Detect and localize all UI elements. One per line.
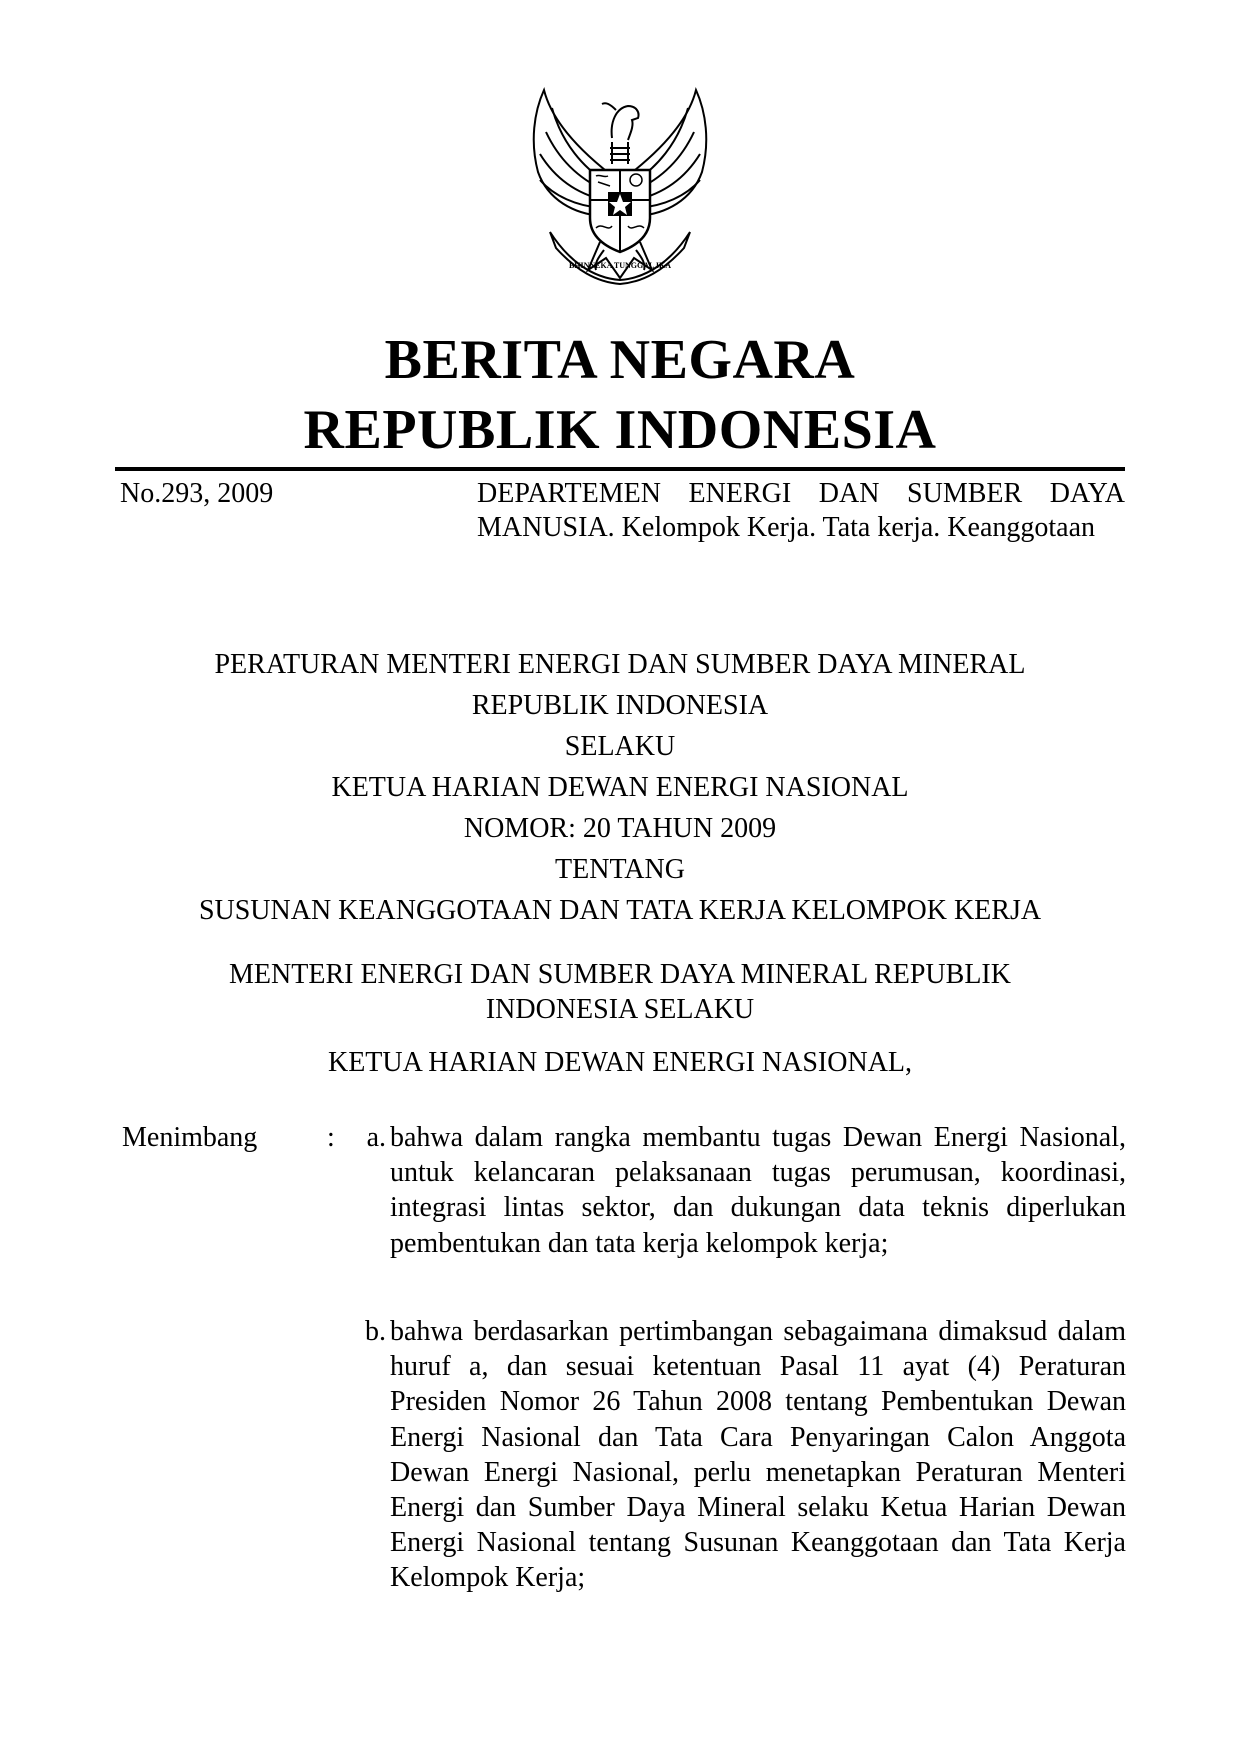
header-divider	[115, 467, 1125, 471]
masthead-title-line2: REPUBLIK INDONESIA	[303, 399, 937, 461]
masthead-title-line1: BERITA NEGARA	[384, 329, 856, 391]
regulation-title-line: PERATURAN MENTERI ENERGI DAN SUMBER DAYA MINERAL	[214, 649, 1026, 680]
emblem-motto: BHINNEKA TUNGGAL IKA	[568, 261, 672, 270]
considering-label: Menimbang	[122, 1122, 258, 1153]
considering-item-a-text: bahwa dalam rangka membantu tugas Dewan Energi Nasional, untuk kelancaran pelaksanaan tugas perumusan, koordinasi, integrasi lintas sektor, dan dukungan data teknis diperlukan pembentukan dan tata kerja kelompok kerja;	[390, 1122, 1126, 1259]
considering-item-a-letter: a.	[366, 1122, 386, 1153]
regulation-title-line: SUSUNAN KEANGGOTAAN DAN TATA KERJA KELOMPOK KERJA	[198, 895, 1042, 926]
regulation-title-line: REPUBLIK INDONESIA	[471, 690, 769, 721]
considering-item-b-letter: b.	[365, 1316, 386, 1347]
considering-item-b-text: bahwa berdasarkan pertimbangan sebagaimana dimaksud dalam huruf a, dan sesuai ketentuan Pasal 11 ayat (4) Peraturan Presiden Nomor 26 Tahun 2008 tentang Pembentukan Dewan Energi Nasional dan Tata Cara Penyaringan Calon Anggota Dewan Energi Nasional, perlu menetapkan Peraturan Menteri Energi dan Sumber Daya Mineral selaku Ketua Harian Dewan Energi Nasional tentang Susunan Keanggotaan dan Tata Kerja Kelompok Kerja;	[390, 1316, 1126, 1594]
minister-heading-line: INDONESIA SELAKU	[485, 994, 755, 1025]
document-number: No.293, 2009	[120, 478, 274, 509]
considering-colon: :	[327, 1122, 335, 1153]
regulation-title-line: SELAKU	[564, 731, 676, 762]
regulation-title-line: KETUA HARIAN DEWAN ENERGI NASIONAL	[331, 772, 909, 803]
document-subject: DEPARTEMEN ENERGI DAN SUMBER DAYA MANUSIA. Kelompok Kerja. Tata kerja. Keanggotaan	[477, 478, 1125, 543]
garuda-emblem-icon	[512, 82, 728, 302]
regulation-title-line: TENTANG	[555, 854, 685, 885]
regulation-title	[0, 644, 1240, 931]
minister-heading-line: MENTERI ENERGI DAN SUMBER DAYA MINERAL REPUBLIK	[229, 959, 1011, 990]
regulation-title-line: NOMOR: 20 TAHUN 2009	[463, 813, 777, 844]
minister-role: KETUA HARIAN DEWAN ENERGI NASIONAL,	[327, 1047, 913, 1078]
minister-heading	[0, 957, 1240, 1027]
